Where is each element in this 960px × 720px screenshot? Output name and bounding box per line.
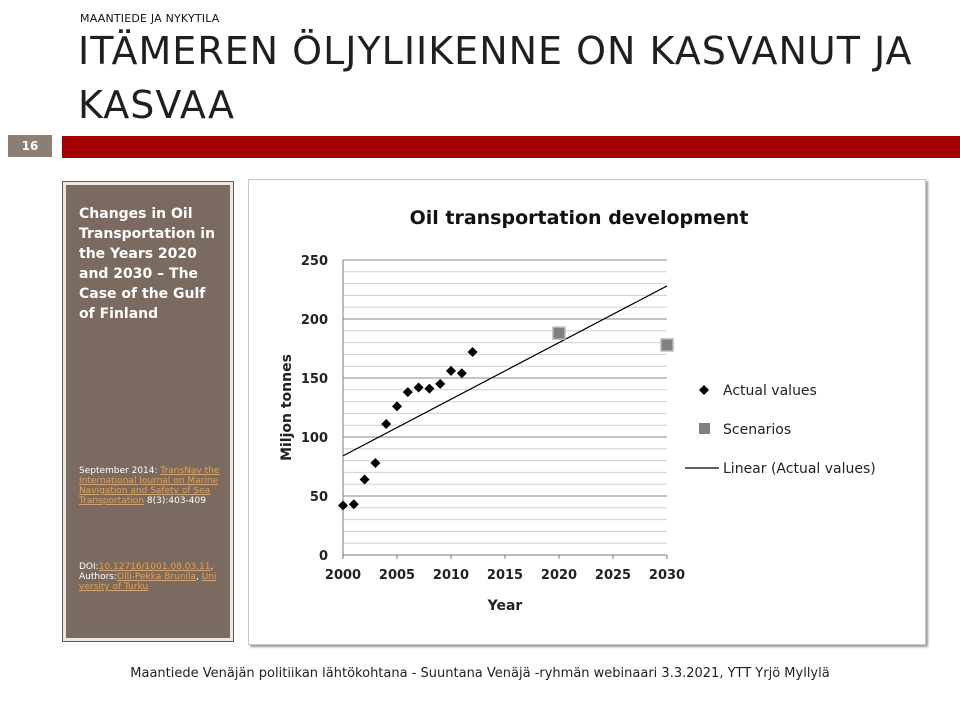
y-tick-label: 0 [318,549,328,564]
slide-number: 16 [8,135,52,157]
x-tick-label: 2030 [648,568,686,583]
chart-title: Oil transportation development [409,207,749,229]
publication-date: September 2014: [79,466,161,476]
x-tick-label: 2025 [594,568,632,583]
actual-value-point [446,366,456,376]
actual-value-point [468,347,478,357]
scenario-point [661,339,673,351]
accent-bar [62,136,960,158]
author-link[interactable]: Olli-Pekka Brunila [117,572,196,582]
oil-transport-chart [249,180,925,644]
actual-value-point [457,368,467,378]
y-tick-label: 200 [300,313,328,328]
doi-info [79,562,221,592]
source-panel [62,181,234,642]
journal-link[interactable]: TransNav the International Journal on Marine Navigation and Safety of Sea Transportation [79,466,220,506]
legend-scenario-marker [699,423,710,434]
y-tick-label: 150 [300,372,328,387]
x-tick-label: 2015 [486,568,524,583]
actual-value-point [403,387,413,397]
legend-linear-label: Linear (Actual values) [723,461,876,477]
legend-actual-label: Actual values [723,383,817,399]
actual-value-point [370,458,380,468]
actual-value-point [424,384,434,394]
chart-frame [248,179,926,645]
actual-value-point [392,401,402,411]
legend-actual-marker [699,385,709,395]
trend-line [343,286,667,456]
x-tick-label: 2010 [432,568,470,583]
x-axis-label: Year [487,598,523,614]
author-separator: , [195,572,202,582]
section-kicker: MAANTIEDE JA NYKYTILA [80,12,220,25]
y-tick-label: 50 [309,490,328,505]
actual-value-point [381,419,391,429]
actual-value-point [435,379,445,389]
authors-label: , Authors: [79,562,214,582]
slide-title: ITÄMEREN ÖLJYLIIKENNE ON KASVANUT JA KASVAA [78,29,913,127]
journal-volume: 8(3):403-409 [144,496,206,506]
actual-value-point [338,500,348,510]
actual-value-point [414,382,424,392]
x-tick-label: 2020 [540,568,578,583]
slide-footer: Maantiede Venäjän politiikan lähtökohtana - Suuntana Venäjä -ryhmän webinaari 3.3.2021, YTT Yrjö Myllylä [130,666,830,681]
y-axis-label: Miljon tonnes [279,354,295,461]
scenario-point [553,327,565,339]
article-title: Changes in Oil Transportation in the Years 2020 and 2030 – The Case of the Gulf of Finland [79,206,216,322]
publication-info [79,466,221,506]
y-tick-label: 250 [300,254,328,269]
y-tick-label: 100 [300,431,328,446]
x-tick-label: 2005 [378,568,416,583]
affiliation-link[interactable]: University of Turku [79,572,217,592]
actual-value-point [360,474,370,484]
doi-link[interactable]: 10.12716/1001.08.03.11 [98,562,211,572]
legend-scenario-label: Scenarios [723,422,792,438]
x-tick-label: 2000 [324,568,362,583]
doi-label: DOI: [79,562,99,572]
